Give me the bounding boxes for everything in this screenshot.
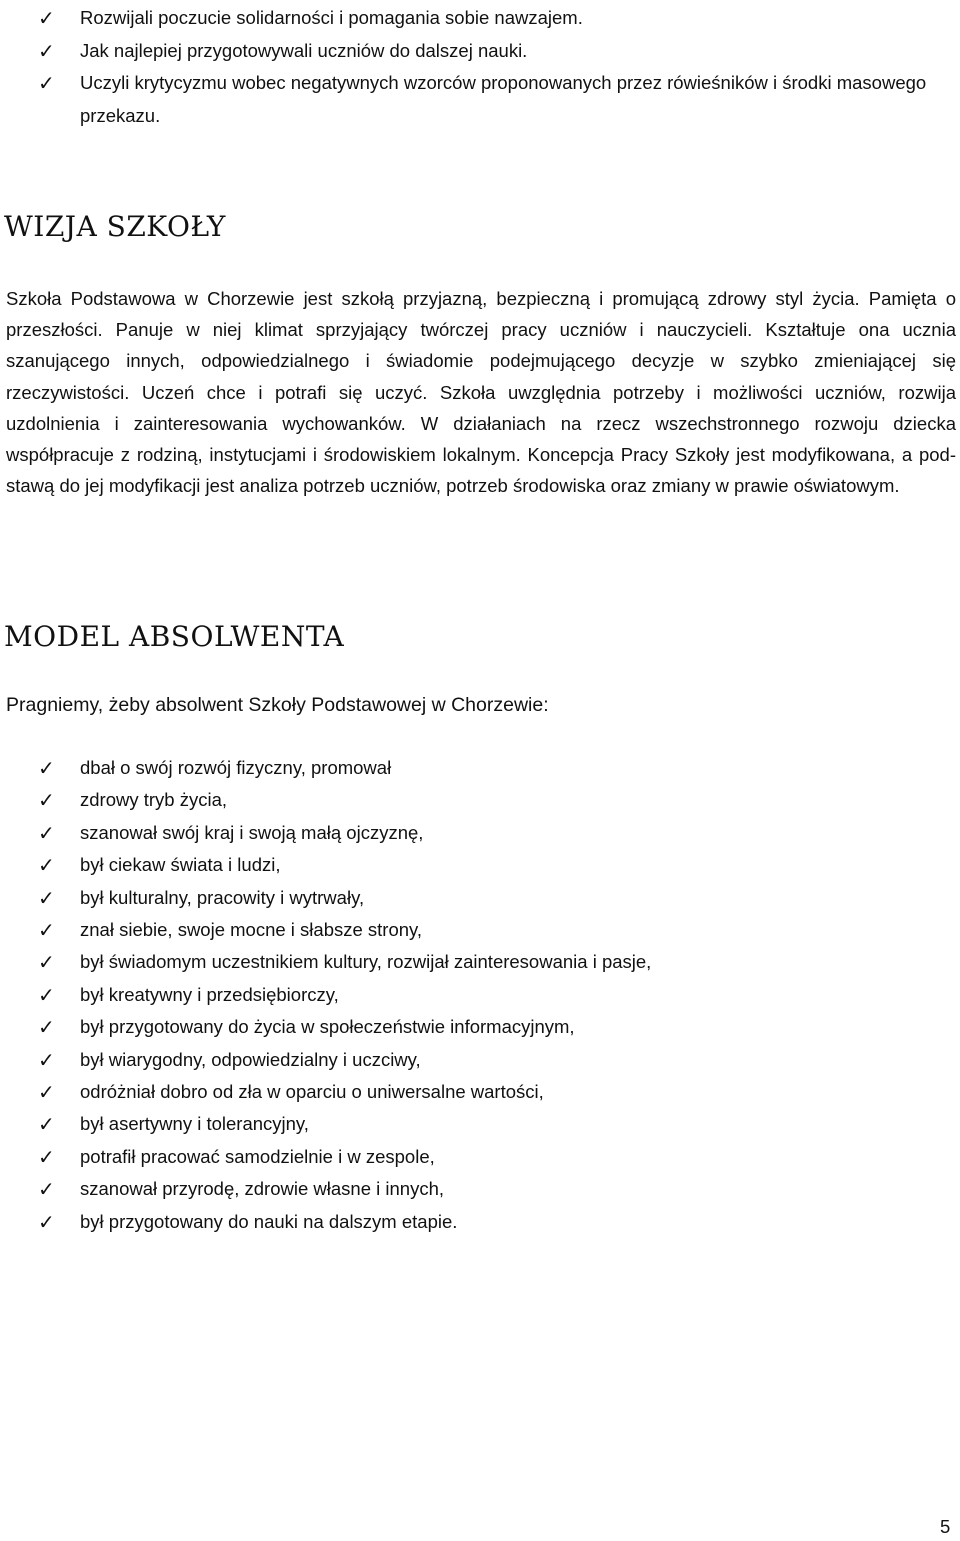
page-number: 5 [940,1516,951,1537]
checkmark-icon: ✓ [38,853,55,878]
checkmark-icon: ✓ [38,1177,55,1202]
list-item-text: był świadomym uczestnikiem kultury, rozwijał zainteresowania i pasje, [80,951,652,973]
checkmark-icon: ✓ [38,1209,55,1234]
checkmark-icon: ✓ [38,820,55,845]
checkmark-icon: ✓ [38,788,55,813]
list-item [0,1141,960,1173]
list-item-text: był przygotowany do życia w społeczeństwie informacyjnym, [80,1016,575,1038]
list-item [0,1206,960,1238]
checkmark-icon: ✓ [38,1144,55,1169]
list-item [0,1076,960,1108]
list-item [0,946,960,978]
list-item-text: znał siebie, swoje mocne i słabsze strony, [80,919,423,941]
graduate-model-intro: Pragniemy, żeby absolwent Szkoły Podstawowej w Chorzewie: [6,694,549,716]
checkmark-icon: ✓ [38,885,55,910]
checkmark-icon: ✓ [38,1015,55,1040]
checkmark-icon: ✓ [38,918,55,943]
list-item [0,1108,960,1140]
list-item-text: zdrowy tryb życia, [80,789,228,811]
list-item [0,882,960,914]
checkmark-icon: ✓ [38,6,55,30]
list-item-text: był ciekaw świata i ludzi, [80,854,281,876]
list-item-text: szanował przyrodę, zdrowie własne i innych, [80,1178,445,1200]
list-item [0,67,960,132]
list-item-text: był kreatywny i przedsiębiorczy, [80,983,339,1005]
list-item-text: potrafił pracować samodzielnie i w zespole, [80,1145,435,1167]
goals-checklist [0,2,960,132]
list-item [0,914,960,946]
list-item-text: Uczyli krytycyzmu wobec negatywnych wzorców proponowanych przez rówieśników i środki masowego przekazu. [80,72,927,126]
graduate-traits-checklist [0,752,960,1238]
checkmark-icon: ✓ [38,1047,55,1072]
list-item [0,35,960,68]
list-item [0,1044,960,1076]
checkmark-icon: ✓ [38,71,55,95]
list-item-text: dbał o swój rozwój fizyczny, promował [80,757,392,778]
list-item-text: Rozwijali poczucie solidarności i pomagania sobie nawzajem. [80,7,583,28]
list-item [0,1173,960,1205]
checkmark-icon: ✓ [38,1080,55,1105]
list-item [0,784,960,816]
list-item-text: Jak najlepiej przygotowywali uczniów do dalszej nauki. [80,39,528,61]
checkmark-icon: ✓ [38,950,55,975]
checkmark-icon: ✓ [38,1112,55,1137]
list-item [0,979,960,1011]
list-item-text: szanował swój kraj i swoją małą ojczyznę, [80,821,424,843]
list-item [0,1011,960,1043]
checkmark-icon: ✓ [38,38,55,63]
vision-paragraph: Szkoła Podstawowa w Chorzewie jest szkołą przyjazną, bezpieczną i promującą zdrowy styl życia. Pamięta o przeszłości. Panuje w niej klimat sprzyjający twórczej pracy uczniów i nauczycieli. Kształtuje ona ucznia szanującego innych, odpowiedzialnego i świadomie podejmującego decyzje w szybko zmieniającej się rzeczywistości. Uczeń chce i potrafi się uczyć. Szkoła uwzględnia potrzeby i możliwości uczniów, rozwija uzdolnienia i zainteresowania wychowanków. W działaniach na rzecz wszechstronnego rozwoju dziecka współpracuje z rodziną, instytucjami i środowiskiem lokalnym. Koncepcja Pracy Szkoły jest modyfikowana, a podstawą do jej modyfikacji jest analiza potrzeb uczniów, potrzeb środowiska oraz zmiany w prawie oświatowym. [6,288,956,497]
list-item-text: odróżniał dobro od zła w oparciu o uniwersalne wartości, [80,1081,544,1103]
list-item-text: był kulturalny, pracowity i wytrwały, [80,886,365,908]
list-item [0,752,960,784]
list-item-text: był wiarygodny, odpowiedzialny i uczciwy, [80,1048,421,1070]
list-item-text: był przygotowany do nauki na dalszym etapie. [80,1210,458,1232]
list-item-text: był asertywny i tolerancyjny, [80,1113,309,1135]
list-item [0,849,960,881]
list-item [0,817,960,849]
checkmark-icon: ✓ [38,756,55,780]
section-heading-graduate-model: MODEL ABSOLWENTA [4,620,345,653]
list-item [0,2,960,35]
section-heading-vision: WIZJA SZKOŁY [4,210,226,243]
checkmark-icon: ✓ [38,982,55,1007]
